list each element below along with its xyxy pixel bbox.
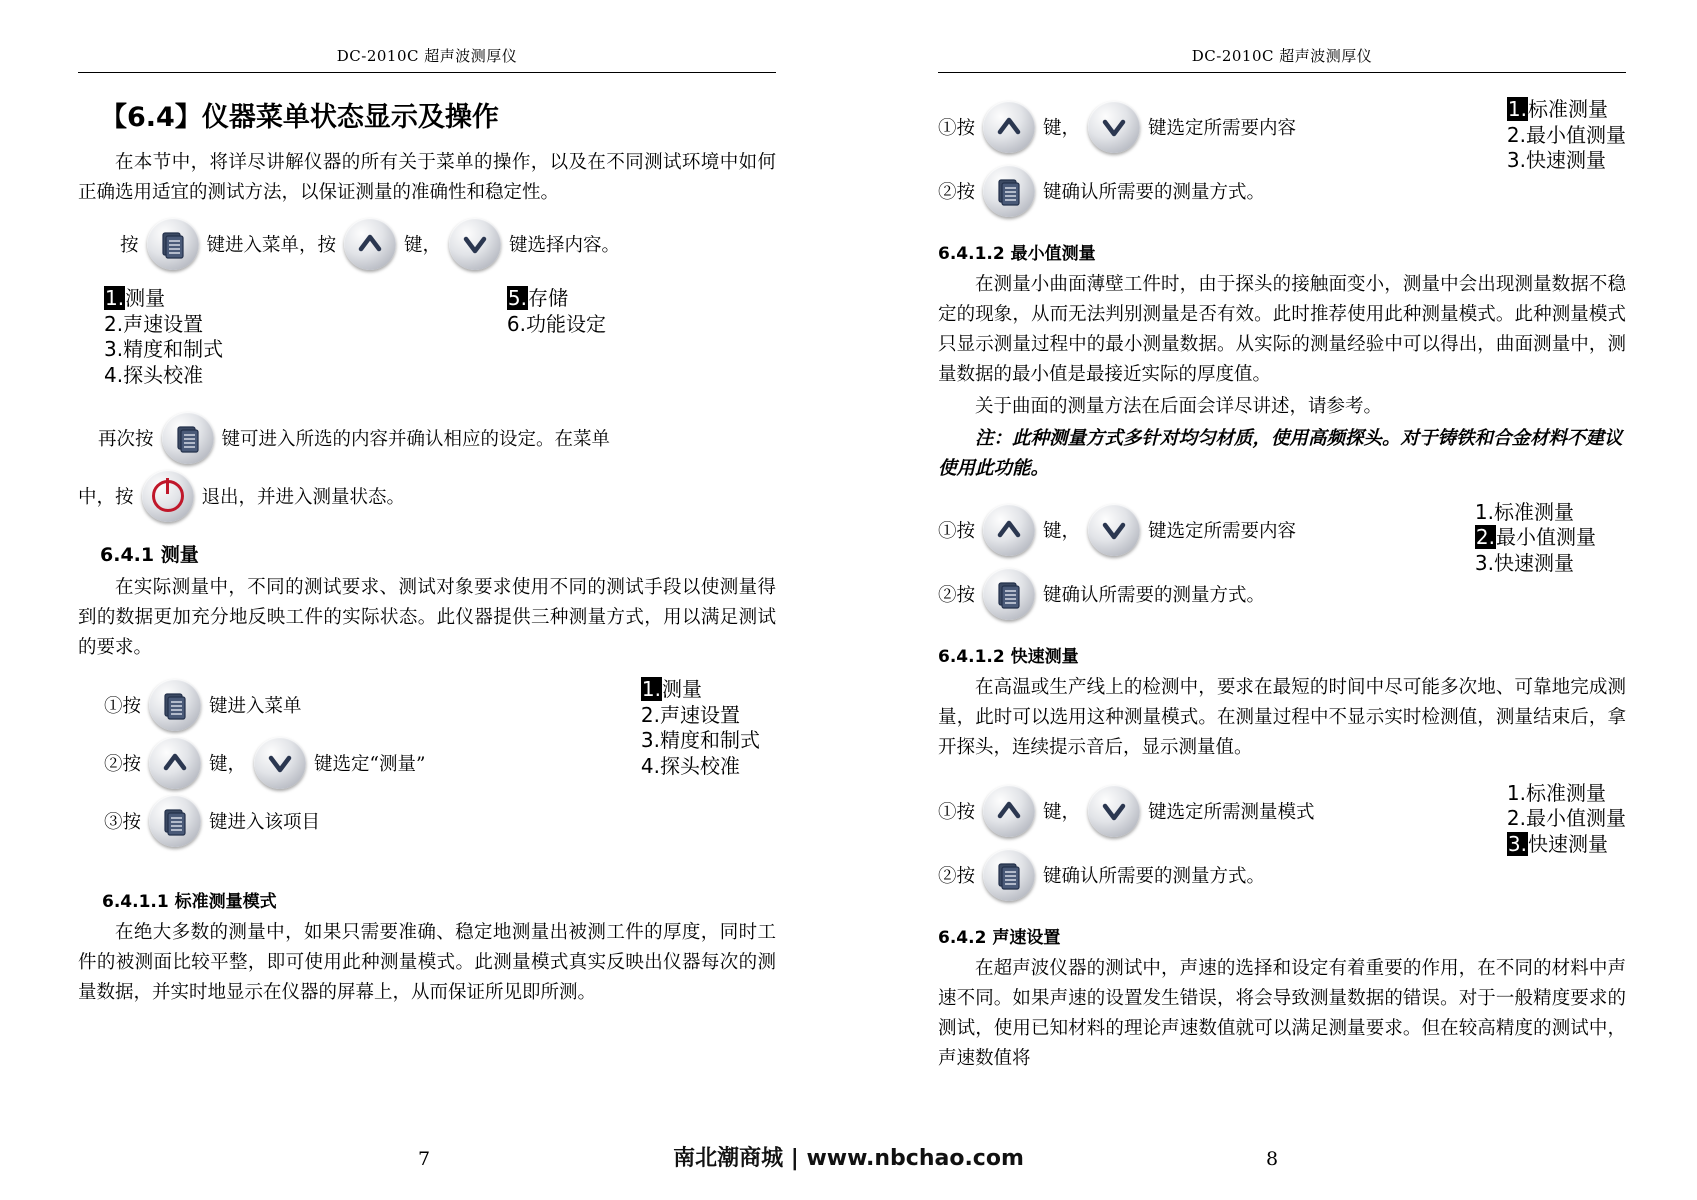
menu-item-storage-label: 存储 (528, 285, 568, 310)
block3-steps (938, 779, 1626, 907)
chevron-up-icon[interactable] (983, 101, 1035, 153)
mode-item-minimum[interactable]: 2.最小值测量 (1506, 122, 1626, 147)
section-minimum-title: 6.4.1.2 最小值测量 (938, 244, 1096, 264)
menu-item-precision-unit[interactable]: 3.精度和制式 (640, 728, 760, 753)
enter-suffix-text: 键选择内容。 (509, 234, 621, 256)
page-number-right: 8 (1265, 1148, 1279, 1170)
mode-item-fast[interactable] (1507, 832, 1626, 858)
exit-prefix-text: 中，按 (78, 487, 134, 509)
section-minimum-body-1: 在测量小曲面薄壁工件时，由于探头的接触面变小，测量中会出现测量数据不稳定的现象，从而无法判别测量是否有效。此时推荐使用此种测量模式。此种测量模式只显示测量过程中的最小测量数据。从实际的测量经验中可以得出，曲面测量中，测量数据的最小值是最接近实际的厚度值。 (938, 274, 1626, 385)
menu-icon[interactable] (149, 679, 201, 731)
menu-item-storage-index: 5. (507, 285, 527, 310)
step-2-mid-text: 键， (209, 754, 247, 776)
block3-step-1-mid-text: 键， (1043, 801, 1081, 823)
confirm-prefix-text: 再次按 (98, 429, 154, 451)
section-fast-title: 6.4.1.2 快速测量 (938, 646, 1079, 667)
mode-item-fast[interactable]: 3.快速测量 (1474, 550, 1574, 575)
block3-step-1-row (938, 785, 1315, 837)
page-number-left: 7 (417, 1148, 431, 1170)
step-3-text: 键进入该项目 (209, 812, 321, 834)
main-menu-column-1 (104, 286, 223, 388)
step-1-text: 键进入菜单 (209, 696, 302, 718)
menu-item-storage[interactable] (507, 286, 606, 312)
step-3-row (104, 795, 425, 847)
page-right (848, 0, 1696, 1200)
menu-item-sound-velocity[interactable]: 2.声速设置 (104, 311, 204, 336)
block2-step-2-number: ②按 (938, 584, 976, 606)
mode-item-minimum[interactable] (1475, 525, 1596, 551)
menu-icon[interactable] (147, 218, 199, 270)
running-head-left: DC-2010C 超声波测厚仪 (78, 45, 776, 73)
steps-menu-list (641, 677, 760, 779)
block1-step-1-number: ①按 (938, 118, 976, 139)
section-fast-body: 在高温或生产线上的检测中，要求在最短的时间中尽可能多次地、可靠地完成测量，此时可以选用这种测量模式。在测量过程中不显示实时检测值，测量结束后，拿开探头，连续提示音后，显示测量值。 (938, 676, 1626, 758)
block2-mode-menu (1475, 500, 1596, 577)
block1-step-1-text: 键选定所需要内容 (1148, 118, 1297, 139)
menu-icon[interactable] (983, 568, 1035, 620)
menu-item-sound-velocity[interactable]: 2.声速设置 (640, 702, 740, 727)
menu-item-measure-label: 测量 (662, 677, 702, 702)
block1-step-1-mid-text: 键， (1043, 118, 1081, 139)
site-watermark: 南北潮商城 | www.nbchao.com (673, 1146, 1024, 1171)
chevron-up-icon[interactable] (149, 737, 201, 789)
block3-step-1-text: 键选定所需测量模式 (1148, 801, 1315, 823)
mode-item-standard[interactable]: 1.标准测量 (1474, 499, 1574, 524)
section-641-body: 在实际测量中，不同的测试要求、测试对象要求使用不同的测试手段以使测量得到的数据更加充分地反映工件的实际状态。此仪器提供三种测量方式，用以满足测试的要求。 (78, 577, 776, 659)
block2-step-1-mid-text: 键， (1043, 520, 1081, 542)
chevron-up-icon[interactable] (983, 504, 1035, 556)
block2-steps-column (938, 498, 1296, 626)
block2-step-2-text: 键确认所需要的测量方式。 (1043, 584, 1266, 606)
chevron-down-icon[interactable] (1088, 504, 1140, 556)
chapter-title: 【6.4】仪器菜单状态显示及操作 (100, 102, 499, 133)
mode-item-fast-label: 快速测量 (1528, 831, 1608, 856)
mode-item-minimum[interactable]: 2.最小值测量 (1506, 806, 1626, 831)
mode-item-standard-label: 标准测量 (1528, 97, 1608, 121)
section-minimum-note: 注：此种测量方式多针对均匀材质，使用高频探头。对于铸铁和合金材料不建议使用此功能。 (938, 427, 1623, 479)
block2-step-1-row (938, 504, 1296, 556)
block3-step-2-row (938, 849, 1315, 901)
block1-mode-menu (1507, 97, 1626, 174)
block2-step-1-number: ①按 (938, 520, 976, 542)
menu-item-probe-calibration[interactable]: 4.探头校准 (640, 754, 740, 778)
intro-paragraph: 在本节中，将详尽讲解仪器的所有关于菜单的操作，以及在不同测试环境中如何正确选用适宜的测试方法，以保证测量的准确性和稳定性。 (78, 152, 776, 203)
step-2-text: 键选定“测量” (314, 754, 426, 776)
steps-block (78, 673, 776, 853)
mode-item-minimum-index: 2. (1475, 525, 1495, 550)
key-row-enter-menu (120, 218, 776, 270)
exit-suffix-text: 退出，并进入测量状态。 (201, 487, 406, 509)
step-2-row (104, 737, 425, 789)
block2-step-2-row (938, 568, 1296, 620)
confirm-suffix-text: 键可进入所选的内容并确认相应的设定。在菜单 (221, 429, 611, 451)
enter-mid-text: 键进入菜单，按 (206, 234, 337, 256)
block3-step-2-text: 键确认所需要的测量方式。 (1043, 865, 1266, 887)
block3-step-2-number: ②按 (938, 865, 976, 887)
menu-item-probe-calibration[interactable]: 4.探头校准 (104, 362, 204, 387)
section-642-body: 在超声波仪器的测试中，声速的选择和设定有着重要的作用，在不同的材料中声速不同。如果声速的设置发生错误，将会导致测量数据的错误。对于一般精度要求的测试，使用已知材料的理论声速数值就可以满足测量要求。但在较高精度的测试中，声速数值将 (938, 957, 1626, 1069)
step-1-row (104, 679, 425, 731)
chevron-down-icon[interactable] (254, 737, 306, 789)
mode-item-standard[interactable]: 1.标准测量 (1506, 780, 1606, 805)
menu-icon[interactable] (983, 165, 1035, 217)
section-minimum-body-2: 关于曲面的测量方法在后面会详尽讲述，请参考。 (975, 395, 1383, 417)
block2-step-1-text: 键选定所需要内容 (1148, 520, 1297, 542)
section-6411-body: 在绝大多数的测量中，如果只需要准确、稳定地测量出被测工件的厚度，同时工件的被测面比较平整，即可使用此种测量模式。此测量模式真实反映出仪器每次的测量数据，并实时地显示在仪器的屏幕上，从而保证所见即所测。 (78, 922, 776, 1004)
block1-step-2-text: 键确认所需要的测量方式。 (1043, 182, 1266, 203)
mode-item-standard-index: 1. (1507, 97, 1527, 121)
chevron-down-icon[interactable] (1088, 785, 1140, 837)
page-left (0, 0, 848, 1200)
mode-item-fast-index: 3. (1507, 831, 1527, 856)
main-menu-block (104, 286, 776, 388)
menu-item-measure[interactable] (641, 677, 760, 703)
main-menu-column-2 (507, 286, 606, 337)
menu-item-measure-label: 测量 (125, 285, 166, 310)
mode-item-minimum-label: 最小值测量 (1496, 525, 1596, 550)
mode-item-fast[interactable]: 3.快速测量 (1506, 148, 1606, 173)
block1-step-2-number: ②按 (938, 182, 976, 203)
block1-steps-column (938, 95, 1296, 223)
block1-step-1-row (938, 101, 1296, 153)
chevron-up-icon[interactable] (983, 785, 1035, 837)
menu-item-measure-index: 1. (105, 285, 125, 310)
section-641-title: 6.4.1 测量 (100, 544, 199, 567)
mode-item-standard[interactable] (1507, 97, 1626, 123)
chevron-up-icon[interactable] (344, 218, 396, 270)
running-head-right: DC-2010C 超声波测厚仪 (938, 45, 1626, 73)
block3-steps-column (938, 779, 1315, 907)
step-1-number: ①按 (104, 696, 142, 718)
section-6411-title: 6.4.1.1 标准测量模式 (102, 892, 277, 913)
enter-prefix-text: 按 (120, 234, 139, 256)
block3-mode-menu (1507, 781, 1626, 858)
chevron-down-icon[interactable] (1088, 101, 1140, 153)
menu-item-measure-index: 1. (641, 677, 661, 702)
chevron-down-icon[interactable] (449, 218, 501, 270)
block1-steps (938, 95, 1626, 223)
step-2-number: ②按 (104, 754, 142, 776)
power-icon[interactable] (142, 470, 194, 522)
block3-step-1-number: ①按 (938, 801, 976, 823)
menu-item-measure[interactable] (104, 286, 223, 312)
menu-icon[interactable] (162, 412, 214, 464)
key-row-exit (78, 470, 776, 522)
menu-item-function-setting[interactable]: 6.功能设定 (506, 311, 606, 336)
steps-column (78, 673, 425, 853)
key-row-confirm (98, 412, 776, 464)
block2-steps (938, 498, 1626, 626)
menu-icon[interactable] (983, 849, 1035, 901)
menu-icon[interactable] (149, 795, 201, 847)
section-642-title: 6.4.2 声速设置 (938, 927, 1061, 948)
step-3-number: ③按 (104, 812, 142, 834)
menu-item-precision-unit[interactable]: 3.精度和制式 (104, 337, 224, 362)
enter-mid2-text: 键， (404, 234, 442, 256)
block1-step-2-row (938, 165, 1296, 217)
